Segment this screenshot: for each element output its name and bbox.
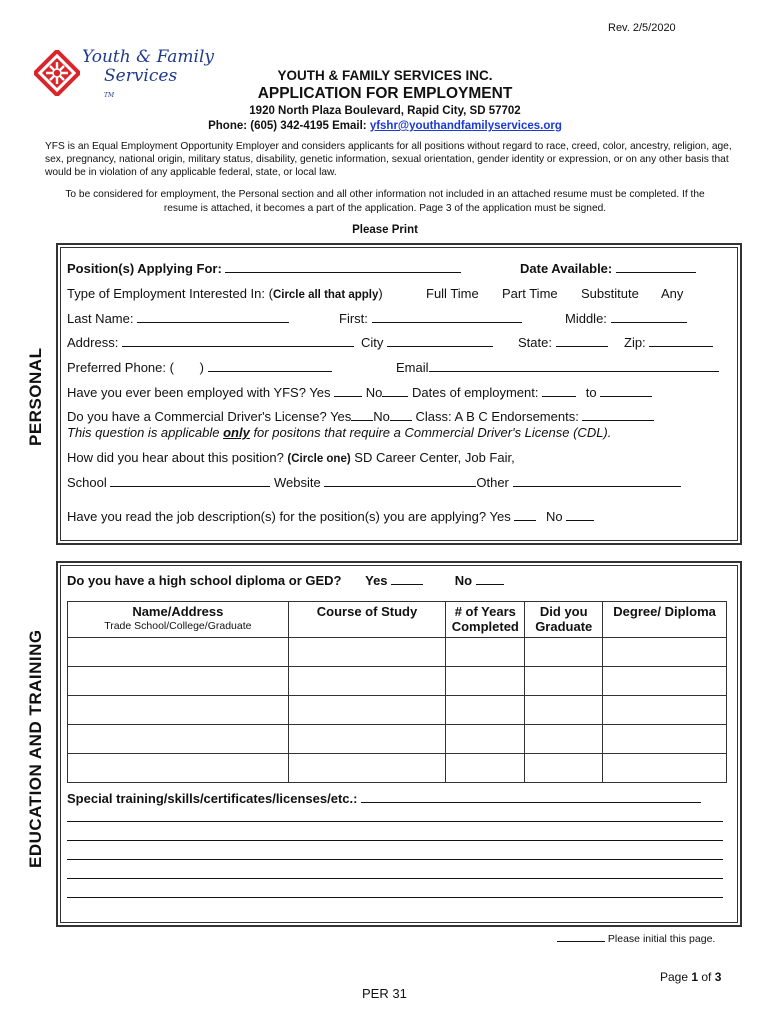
- yfs-employment-row: [67, 384, 652, 400]
- table-cell[interactable]: [446, 754, 525, 783]
- col-name-title: Name/Address: [132, 604, 224, 619]
- circle-all-note: Circle all that apply: [272, 289, 379, 301]
- diploma-yes-label: Yes: [365, 573, 388, 588]
- table-cell[interactable]: [68, 638, 289, 667]
- paren-close: ): [378, 286, 383, 301]
- employed-yes-input[interactable]: [334, 384, 362, 397]
- table-row: [68, 754, 727, 783]
- table-cell[interactable]: [446, 667, 525, 696]
- school-label[interactable]: School: [67, 475, 107, 490]
- middle-name-label: Middle:: [565, 311, 607, 326]
- special-training-line[interactable]: [67, 859, 723, 860]
- hear-sources-row: [67, 474, 681, 490]
- address-field: [67, 334, 354, 350]
- zip-input[interactable]: [649, 334, 713, 347]
- zip-field: [624, 334, 713, 350]
- option-substitute[interactable]: Substitute: [581, 286, 639, 301]
- logo-line1: Youth & Family: [82, 47, 215, 67]
- dates-from-input[interactable]: [542, 384, 576, 397]
- employed-no-label: No: [365, 385, 383, 400]
- state-input[interactable]: [556, 334, 608, 347]
- option-part-time[interactable]: Part Time: [502, 286, 558, 301]
- education-header-row: [68, 602, 727, 638]
- special-training-line[interactable]: [67, 897, 723, 898]
- phone-field: [67, 359, 332, 375]
- date-available-field: [520, 260, 696, 276]
- city-input[interactable]: [387, 334, 493, 347]
- other-label[interactable]: Other: [476, 475, 509, 490]
- website-label[interactable]: Website: [274, 475, 321, 490]
- positions-field: [67, 260, 461, 276]
- hear-about-row: [67, 450, 515, 465]
- school-input[interactable]: [110, 474, 270, 487]
- hear-options: SD Career Center, Job Fair,: [350, 450, 515, 465]
- date-available-input[interactable]: [616, 260, 696, 273]
- logo-line2: Services: [104, 66, 178, 86]
- page-prefix: Page: [660, 970, 692, 984]
- positions-input[interactable]: [225, 260, 461, 273]
- form-title: APPLICATION FOR EMPLOYMENT: [257, 85, 513, 102]
- org-address: 1920 North Plaza Boulevard, Rapid City, SD 57702: [249, 105, 521, 117]
- employment-type-row: [67, 286, 383, 301]
- table-cell[interactable]: [603, 725, 727, 754]
- table-cell[interactable]: [525, 696, 603, 725]
- eeo-statement: YFS is an Equal Employment Opportunity Employer and considers applicants for all positions without regard to race, creed, color, ancestry, religion, age, sex, pregnancy, national origin, military status, disability, genetic information, sexual orientation, gender identity or expression, or on any other basis that would be in violation of any applicable federal, state, or local law.: [45, 141, 732, 178]
- diploma-yes-input[interactable]: [391, 572, 423, 585]
- initial-input[interactable]: [557, 931, 605, 942]
- table-cell[interactable]: [603, 667, 727, 696]
- cdl-note-a: This question is applicable: [67, 425, 224, 440]
- page-number: [660, 970, 721, 984]
- diploma-no-label: No: [454, 573, 473, 588]
- endorsements-input[interactable]: [582, 408, 654, 421]
- read-yes-input[interactable]: [514, 508, 536, 521]
- dates-to-input[interactable]: [600, 384, 652, 397]
- trademark: TM: [104, 92, 115, 99]
- table-cell[interactable]: [603, 638, 727, 667]
- special-training-input[interactable]: [361, 790, 701, 803]
- initial-row: [557, 931, 715, 945]
- table-cell[interactable]: [288, 667, 446, 696]
- address-input[interactable]: [122, 334, 354, 347]
- col-header-years: [446, 602, 525, 638]
- table-cell[interactable]: [525, 638, 603, 667]
- form-code: PER 31: [362, 986, 407, 1001]
- table-cell[interactable]: [525, 754, 603, 783]
- hear-question: How did you hear about this position?: [67, 450, 288, 465]
- org-name: YOUTH & FAMILY SERVICES INC.: [277, 68, 493, 83]
- read-no-input[interactable]: [566, 508, 594, 521]
- middle-name-field: [565, 310, 687, 326]
- other-input[interactable]: [513, 474, 681, 487]
- col-header-name: [68, 602, 289, 638]
- table-cell[interactable]: [68, 667, 289, 696]
- last-name-input[interactable]: [137, 310, 289, 323]
- cdl-note-b: for positons that require a Commercial Driver's License (CDL).: [249, 425, 612, 440]
- table-cell[interactable]: [603, 696, 727, 725]
- consideration-note: To be considered for employment, the Personal section and all other information not included in an attached resume must be completed. If the resume is attached, it becomes a part of the application. Page 3 of the application must be signed.: [65, 189, 705, 214]
- phone-paren-close: ): [199, 360, 204, 375]
- cdl-no-input[interactable]: [390, 408, 412, 421]
- diploma-no-input[interactable]: [476, 572, 504, 585]
- cdl-yes-input[interactable]: [351, 408, 373, 421]
- table-cell[interactable]: [288, 696, 446, 725]
- col-header-course: [288, 602, 446, 638]
- option-any[interactable]: Any: [661, 286, 684, 301]
- special-training-line[interactable]: [67, 821, 723, 822]
- col-header-degree: [603, 602, 727, 638]
- revision-date: Rev. 2/5/2020: [608, 22, 676, 34]
- special-training-line[interactable]: [67, 878, 723, 879]
- table-cell[interactable]: [525, 667, 603, 696]
- cdl-note: [67, 425, 611, 440]
- city-label: City: [361, 335, 384, 350]
- email-field: [396, 359, 719, 375]
- cdl-class-label: Class: A B C Endorsements:: [415, 409, 579, 424]
- col-graduate-title: Did you Graduate: [535, 604, 593, 634]
- state-field: [518, 334, 608, 350]
- table-cell[interactable]: [68, 696, 289, 725]
- education-label: EDUCATION AND TRAINING: [26, 629, 45, 868]
- address-label: Address:: [67, 335, 119, 350]
- first-name-field: [339, 310, 522, 326]
- table-cell[interactable]: [603, 754, 727, 783]
- zip-label: Zip:: [624, 335, 646, 350]
- table-row: [68, 725, 727, 754]
- middle-name-input[interactable]: [611, 310, 687, 323]
- email-input[interactable]: [429, 359, 719, 372]
- phone-label: Phone: (605) 342-4195 Email:: [208, 120, 370, 132]
- job-description-row: [67, 508, 594, 524]
- cdl-row: [67, 408, 654, 424]
- dates-label: Dates of employment:: [412, 385, 539, 400]
- table-cell[interactable]: [446, 638, 525, 667]
- area-code-input[interactable]: [178, 360, 200, 372]
- diploma-row: [67, 572, 504, 588]
- state-label: State:: [518, 335, 552, 350]
- phone-input[interactable]: [208, 359, 332, 372]
- email-label: Email: [396, 360, 429, 375]
- initial-label: Please initial this page.: [607, 933, 716, 945]
- col-course-title: Course of Study: [316, 604, 418, 619]
- special-training-label: Special training/skills/certificates/licenses/etc.:: [67, 791, 358, 806]
- page-current: 1: [691, 970, 699, 984]
- cdl-no-label: No: [373, 409, 390, 424]
- personal-label: PERSONAL: [26, 347, 45, 446]
- contact-line: [0, 120, 770, 132]
- table-cell[interactable]: [446, 725, 525, 754]
- col-degree-title: Degree/ Diploma: [613, 604, 716, 619]
- table-cell[interactable]: [525, 725, 603, 754]
- col-header-graduate: [525, 602, 603, 638]
- employed-no-input[interactable]: [382, 384, 408, 397]
- page-total: 3: [714, 970, 722, 984]
- table-cell[interactable]: [288, 754, 446, 783]
- page-of: of: [698, 970, 715, 984]
- circle-one-note: (Circle one): [287, 453, 351, 465]
- email-link[interactable]: yfshr@youthandfamilyservices.org: [369, 120, 562, 132]
- please-print: Please Print: [352, 224, 418, 236]
- education-table: [67, 601, 727, 783]
- cdl-question: Do you have a Commercial Driver's License? Yes: [67, 409, 352, 424]
- col-name-sub: Trade School/College/Graduate: [104, 620, 252, 632]
- read-question: Have you read the job description(s) for the position(s) you are applying? Yes: [67, 509, 511, 524]
- table-row: [68, 667, 727, 696]
- table-cell[interactable]: [288, 725, 446, 754]
- table-cell[interactable]: [68, 754, 289, 783]
- employed-question: Have you ever been employed with YFS? Yes: [67, 385, 331, 400]
- table-row: [68, 696, 727, 725]
- date-available-label: Date Available:: [520, 261, 613, 276]
- table-cell[interactable]: [68, 725, 289, 754]
- table-cell[interactable]: [288, 638, 446, 667]
- table-row: [68, 638, 727, 667]
- employment-type-label: Type of Employment Interested In: (: [67, 286, 273, 301]
- special-training-field: [67, 790, 701, 806]
- diploma-question: Do you have a high school diploma or GED?: [67, 573, 342, 588]
- read-no-label: No: [545, 509, 563, 524]
- phone-label: Preferred Phone: (: [67, 360, 174, 375]
- first-name-input[interactable]: [372, 310, 522, 323]
- special-training-line[interactable]: [67, 840, 723, 841]
- first-name-label: First:: [339, 311, 368, 326]
- cdl-note-only: only: [223, 425, 250, 440]
- last-name-label: Last Name:: [67, 311, 134, 326]
- positions-label: Position(s) Applying For:: [67, 261, 222, 276]
- option-full-time[interactable]: Full Time: [426, 286, 479, 301]
- table-cell[interactable]: [446, 696, 525, 725]
- last-name-field: [67, 310, 289, 326]
- to-label: to: [585, 385, 597, 400]
- website-input[interactable]: [324, 474, 476, 487]
- col-years-title: # of Years Completed: [451, 604, 519, 634]
- city-field: [361, 334, 493, 350]
